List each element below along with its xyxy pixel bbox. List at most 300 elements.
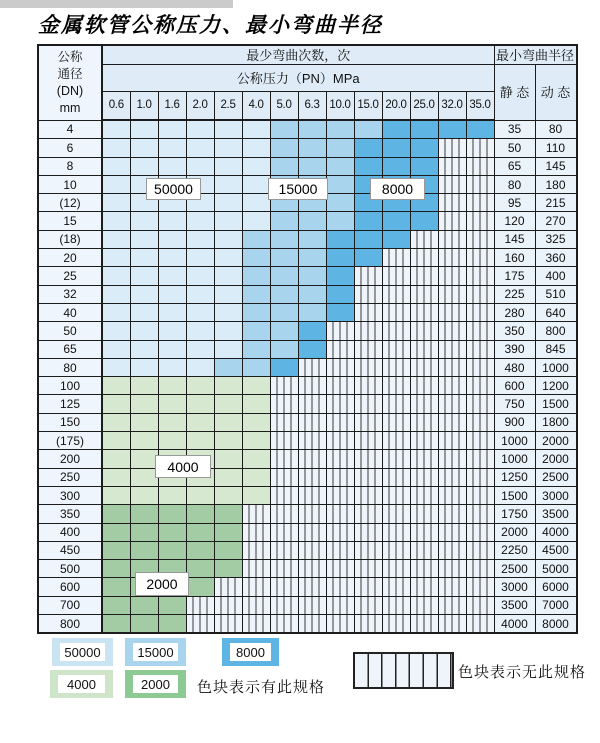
spec-cell-4000	[186, 432, 214, 450]
no-spec-cell	[382, 450, 410, 468]
no-spec-cell	[326, 615, 354, 634]
dn-cell: (175)	[38, 432, 102, 450]
no-spec-cell	[438, 596, 466, 614]
table-row	[38, 523, 577, 541]
spec-cell-50000	[130, 139, 158, 157]
no-spec-cell	[298, 413, 326, 431]
no-spec-cell	[466, 505, 494, 523]
no-spec-cell	[242, 560, 270, 578]
no-spec-cell	[298, 596, 326, 614]
spec-cell-4000	[214, 450, 242, 468]
table-row	[38, 450, 577, 468]
dn-cell: 700	[38, 596, 102, 614]
spec-cell-15000	[270, 322, 298, 340]
legend-swatch-label: 15000	[133, 643, 178, 661]
spec-cell-50000	[130, 322, 158, 340]
pressure-column-header: 32.0	[438, 92, 466, 121]
dn-cell: 350	[38, 505, 102, 523]
spec-cell-2000	[186, 578, 214, 596]
no-spec-cell	[410, 432, 438, 450]
spec-cell-8000	[354, 230, 382, 248]
spec-cell-2000	[102, 523, 130, 541]
spec-cell-4000	[102, 486, 130, 504]
spec-cell-2000	[102, 505, 130, 523]
spec-cell-50000	[214, 303, 242, 321]
no-spec-cell	[326, 450, 354, 468]
table-row	[38, 322, 577, 340]
no-spec-cell	[326, 395, 354, 413]
spec-cell-50000	[158, 340, 186, 358]
spec-cell-8000	[326, 303, 354, 321]
no-spec-cell	[382, 322, 410, 340]
no-spec-cell	[298, 358, 326, 376]
spec-cell-8000	[382, 212, 410, 230]
no-spec-cell	[214, 596, 242, 614]
table-row	[38, 230, 577, 248]
no-spec-cell	[354, 303, 382, 321]
spec-cell-8000	[270, 358, 298, 376]
dynamic-radius-cell: 1500	[535, 395, 577, 413]
spec-cell-2000	[158, 523, 186, 541]
dynamic-radius-cell: 800	[535, 322, 577, 340]
spec-cell-8000	[410, 139, 438, 157]
spec-cell-50000	[102, 303, 130, 321]
spec-cell-8000	[326, 230, 354, 248]
spec-table	[37, 44, 578, 634]
spec-cell-2000	[102, 541, 130, 559]
no-spec-cell	[354, 432, 382, 450]
no-spec-cell	[438, 468, 466, 486]
dynamic-radius-cell: 4000	[535, 523, 577, 541]
no-spec-cell	[466, 596, 494, 614]
no-spec-cell	[298, 505, 326, 523]
no-spec-cell	[466, 413, 494, 431]
no-spec-cell	[438, 560, 466, 578]
table-row	[38, 340, 577, 358]
no-spec-cell	[326, 413, 354, 431]
spec-cell-50000	[158, 303, 186, 321]
corner-line: mm	[59, 100, 81, 115]
spec-cell-2000	[214, 541, 242, 559]
spec-cell-15000	[242, 340, 270, 358]
spec-cell-15000	[270, 212, 298, 230]
spec-cell-50000	[130, 120, 158, 139]
spec-cell-4000	[102, 395, 130, 413]
legend-present-text: 色块表示有此规格	[197, 679, 326, 696]
no-spec-cell	[410, 468, 438, 486]
spec-cell-50000	[214, 340, 242, 358]
spec-cell-15000	[326, 175, 354, 193]
no-spec-cell	[466, 523, 494, 541]
no-spec-cell	[382, 523, 410, 541]
no-spec-cell	[466, 249, 494, 267]
no-spec-cell	[270, 615, 298, 634]
no-spec-cell	[410, 578, 438, 596]
spec-cell-2000	[158, 505, 186, 523]
spec-cell-8000	[382, 120, 410, 139]
spec-cell-50000	[186, 267, 214, 285]
cycles-label-8000: 8000	[370, 178, 425, 200]
pressure-column-header: 4.0	[242, 92, 270, 121]
spec-cell-15000	[298, 267, 326, 285]
table-row	[38, 432, 577, 450]
no-spec-cell	[382, 413, 410, 431]
spec-cell-15000	[298, 230, 326, 248]
no-spec-cell	[270, 395, 298, 413]
no-spec-cell	[382, 468, 410, 486]
dn-cell: 100	[38, 377, 102, 395]
spec-cell-4000	[242, 377, 270, 395]
spec-cell-50000	[242, 120, 270, 139]
no-spec-cell	[298, 523, 326, 541]
dn-cell: 600	[38, 578, 102, 596]
spec-cell-4000	[186, 413, 214, 431]
spec-cell-15000	[298, 120, 326, 139]
dynamic-radius-cell: 5000	[535, 560, 577, 578]
dn-cell: 32	[38, 285, 102, 303]
table-row	[38, 578, 577, 596]
no-spec-cell	[438, 377, 466, 395]
dynamic-radius-cell: 845	[535, 340, 577, 358]
dn-cell: 800	[38, 615, 102, 634]
table-row	[38, 486, 577, 504]
no-spec-cell	[326, 358, 354, 376]
spec-cell-4000	[102, 450, 130, 468]
spec-cell-15000	[242, 285, 270, 303]
spec-cell-4000	[130, 413, 158, 431]
dn-cell: 500	[38, 560, 102, 578]
dn-cell: 80	[38, 358, 102, 376]
spec-cell-50000	[214, 267, 242, 285]
no-spec-cell	[466, 340, 494, 358]
spec-cell-15000	[242, 267, 270, 285]
spec-cell-50000	[158, 212, 186, 230]
table-row	[38, 303, 577, 321]
table-row	[38, 413, 577, 431]
no-spec-cell	[410, 322, 438, 340]
pressure-header: 公称压力（PN）MPa	[102, 65, 494, 92]
no-spec-cell	[382, 377, 410, 395]
spec-cell-50000	[186, 322, 214, 340]
table-row	[38, 596, 577, 614]
table-row	[38, 395, 577, 413]
spec-cell-50000	[130, 212, 158, 230]
spec-cell-8000	[354, 157, 382, 175]
no-spec-cell	[354, 615, 382, 634]
spec-cell-8000	[354, 139, 382, 157]
spec-cell-8000	[382, 157, 410, 175]
spec-cell-15000	[270, 340, 298, 358]
static-radius-cell: 160	[494, 249, 535, 267]
spec-cell-50000	[102, 340, 130, 358]
spec-cell-8000	[382, 230, 410, 248]
spec-cell-50000	[102, 194, 130, 212]
no-spec-cell	[466, 157, 494, 175]
spec-cell-50000	[102, 139, 130, 157]
no-spec-cell	[354, 377, 382, 395]
no-spec-cell	[354, 596, 382, 614]
spec-cell-50000	[158, 230, 186, 248]
static-radius-cell: 4000	[494, 615, 535, 634]
spec-cell-2000	[158, 541, 186, 559]
spec-cell-2000	[102, 560, 130, 578]
spec-cell-4000	[214, 413, 242, 431]
table-row	[38, 212, 577, 230]
spec-cell-50000	[186, 358, 214, 376]
no-spec-cell	[410, 230, 438, 248]
spec-cell-50000	[242, 194, 270, 212]
dynamic-radius-cell: 2000	[535, 432, 577, 450]
spec-cell-50000	[102, 212, 130, 230]
spec-cell-15000	[242, 249, 270, 267]
dn-cell: 25	[38, 267, 102, 285]
no-spec-cell	[382, 560, 410, 578]
no-spec-cell	[466, 468, 494, 486]
no-spec-cell	[410, 267, 438, 285]
dynamic-radius-cell: 325	[535, 230, 577, 248]
spec-cell-2000	[102, 615, 130, 634]
spec-cell-2000	[130, 615, 158, 634]
no-spec-cell	[410, 450, 438, 468]
spec-cell-15000	[270, 157, 298, 175]
legend-swatch-15000	[125, 638, 186, 666]
no-spec-cell	[466, 358, 494, 376]
no-spec-cell	[270, 541, 298, 559]
no-spec-cell	[298, 468, 326, 486]
no-spec-cell	[438, 486, 466, 504]
table-row	[38, 249, 577, 267]
no-spec-cell	[466, 432, 494, 450]
spec-cell-15000	[326, 120, 354, 139]
table-row	[38, 505, 577, 523]
no-spec-cell	[438, 212, 466, 230]
pressure-column-header: 1.6	[158, 92, 186, 121]
spec-cell-2000	[214, 523, 242, 541]
no-spec-cell	[326, 560, 354, 578]
no-spec-cell	[242, 523, 270, 541]
spec-cell-4000	[158, 377, 186, 395]
table-row	[38, 139, 577, 157]
no-spec-cell	[410, 303, 438, 321]
spec-cell-50000	[214, 230, 242, 248]
no-spec-cell	[438, 505, 466, 523]
no-spec-cell	[410, 541, 438, 559]
static-radius-cell: 95	[494, 194, 535, 212]
table-row	[38, 615, 577, 634]
dn-cell: 200	[38, 450, 102, 468]
spec-cell-8000	[382, 139, 410, 157]
spec-cell-15000	[270, 249, 298, 267]
spec-cell-4000	[130, 450, 158, 468]
spec-cell-50000	[214, 285, 242, 303]
spec-cell-4000	[186, 395, 214, 413]
dn-cell: 6	[38, 139, 102, 157]
spec-cell-50000	[102, 249, 130, 267]
static-header: 静 态	[494, 65, 535, 121]
static-radius-cell: 3000	[494, 578, 535, 596]
spec-cell-2000	[186, 560, 214, 578]
no-spec-cell	[410, 377, 438, 395]
spec-cell-2000	[102, 578, 130, 596]
spec-cell-2000	[130, 596, 158, 614]
no-spec-cell	[466, 212, 494, 230]
static-radius-cell: 1250	[494, 468, 535, 486]
spec-cell-2000	[130, 505, 158, 523]
spec-cell-50000	[214, 120, 242, 139]
no-spec-cell	[438, 139, 466, 157]
dynamic-radius-cell: 400	[535, 267, 577, 285]
static-radius-cell: 120	[494, 212, 535, 230]
no-spec-cell	[410, 340, 438, 358]
spec-cell-4000	[102, 432, 130, 450]
no-spec-cell	[438, 249, 466, 267]
table-row	[38, 377, 577, 395]
cycles-label-4000: 4000	[155, 455, 211, 478]
spec-cell-15000	[298, 157, 326, 175]
spec-cell-8000	[410, 157, 438, 175]
no-spec-cell	[466, 486, 494, 504]
static-radius-cell: 2000	[494, 523, 535, 541]
spec-cell-4000	[130, 432, 158, 450]
static-radius-cell: 35	[494, 120, 535, 139]
dynamic-radius-cell: 4500	[535, 541, 577, 559]
no-spec-cell	[326, 377, 354, 395]
spec-cell-50000	[130, 340, 158, 358]
spec-cell-4000	[186, 486, 214, 504]
spec-cell-50000	[186, 157, 214, 175]
spec-cell-15000	[270, 267, 298, 285]
no-spec-cell	[354, 395, 382, 413]
no-spec-cell	[382, 267, 410, 285]
dn-cell: 150	[38, 413, 102, 431]
spec-cell-4000	[102, 377, 130, 395]
dn-cell: 50	[38, 322, 102, 340]
no-spec-cell	[466, 303, 494, 321]
spec-cell-50000	[130, 249, 158, 267]
spec-cell-50000	[102, 267, 130, 285]
no-spec-cell	[354, 267, 382, 285]
spec-cell-8000	[298, 340, 326, 358]
spec-cell-50000	[158, 139, 186, 157]
legend-swatch-50000	[52, 638, 113, 666]
no-spec-cell	[214, 578, 242, 596]
spec-cell-8000	[438, 120, 466, 139]
spec-cell-50000	[130, 303, 158, 321]
no-spec-cell	[466, 615, 494, 634]
no-spec-cell	[326, 505, 354, 523]
dynamic-radius-cell: 8000	[535, 615, 577, 634]
no-spec-cell	[354, 505, 382, 523]
no-spec-cell	[242, 578, 270, 596]
spec-cell-8000	[298, 322, 326, 340]
pressure-column-header: 35.0	[466, 92, 494, 121]
spec-cell-4000	[242, 468, 270, 486]
spec-cell-15000	[326, 212, 354, 230]
spec-cell-50000	[130, 358, 158, 376]
no-spec-cell	[466, 541, 494, 559]
no-spec-cell	[466, 560, 494, 578]
table-row	[38, 541, 577, 559]
spec-cell-15000	[242, 230, 270, 248]
no-spec-cell	[410, 505, 438, 523]
dynamic-radius-cell: 145	[535, 157, 577, 175]
spec-cell-50000	[102, 322, 130, 340]
pressure-column-header: 6.3	[298, 92, 326, 121]
spec-cell-15000	[298, 139, 326, 157]
legend-no-spec-swatch	[353, 652, 454, 689]
spec-cell-50000	[158, 322, 186, 340]
spec-cell-4000	[158, 432, 186, 450]
no-spec-cell	[326, 340, 354, 358]
no-spec-cell	[354, 285, 382, 303]
no-spec-cell	[270, 450, 298, 468]
dynamic-header: 动 态	[535, 65, 577, 121]
spec-cell-2000	[158, 596, 186, 614]
scan-edge-strip	[0, 0, 233, 8]
no-spec-cell	[438, 230, 466, 248]
no-spec-cell	[354, 413, 382, 431]
pressure-column-header: 10.0	[326, 92, 354, 121]
static-radius-cell: 1500	[494, 486, 535, 504]
spec-cell-50000	[242, 175, 270, 193]
dynamic-radius-cell: 80	[535, 120, 577, 139]
spec-cell-50000	[214, 139, 242, 157]
spec-cell-4000	[214, 395, 242, 413]
dn-cell: 20	[38, 249, 102, 267]
static-radius-cell: 50	[494, 139, 535, 157]
spec-cell-15000	[270, 120, 298, 139]
spec-cell-2000	[130, 541, 158, 559]
spec-cell-4000	[158, 395, 186, 413]
dn-cell: 15	[38, 212, 102, 230]
spec-cell-50000	[214, 175, 242, 193]
dn-cell: (18)	[38, 230, 102, 248]
cycles-label-2000: 2000	[135, 572, 189, 596]
no-spec-cell	[298, 615, 326, 634]
spec-cell-50000	[102, 157, 130, 175]
no-spec-cell	[410, 249, 438, 267]
no-spec-cell	[382, 541, 410, 559]
spec-cell-4000	[130, 486, 158, 504]
spec-cell-4000	[214, 377, 242, 395]
spec-cell-15000	[298, 303, 326, 321]
dn-cell: 65	[38, 340, 102, 358]
spec-cell-15000	[270, 230, 298, 248]
no-spec-cell	[382, 578, 410, 596]
spec-cell-8000	[326, 249, 354, 267]
spec-cell-50000	[102, 230, 130, 248]
legend-swatch-4000	[50, 670, 113, 698]
dynamic-radius-cell: 215	[535, 194, 577, 212]
no-spec-cell	[326, 596, 354, 614]
spec-cell-2000	[186, 541, 214, 559]
spec-cell-50000	[186, 285, 214, 303]
spec-cell-2000	[102, 596, 130, 614]
static-radius-cell: 175	[494, 267, 535, 285]
static-radius-cell: 750	[494, 395, 535, 413]
no-spec-cell	[466, 395, 494, 413]
dn-cell: 125	[38, 395, 102, 413]
table-row	[38, 560, 577, 578]
no-spec-cell	[298, 432, 326, 450]
corner-line: 公称	[57, 49, 83, 64]
spec-cell-2000	[186, 523, 214, 541]
spec-cell-15000	[242, 358, 270, 376]
pressure-column-header: 1.0	[130, 92, 158, 121]
dynamic-radius-cell: 3500	[535, 505, 577, 523]
spec-cell-4000	[214, 432, 242, 450]
no-spec-cell	[354, 523, 382, 541]
